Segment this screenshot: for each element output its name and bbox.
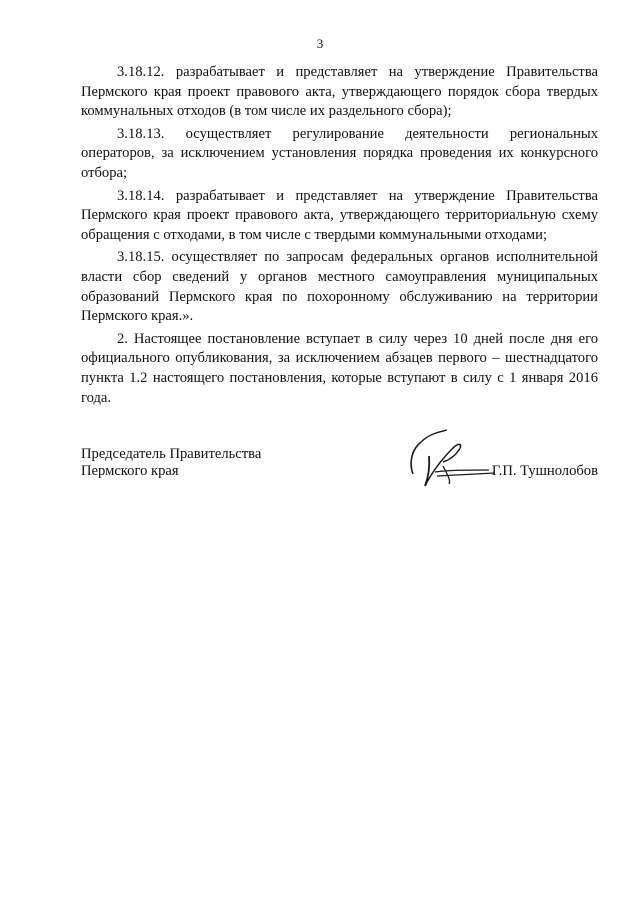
paragraph-effective-date: 2. Настоящее постановление вступает в силу через 10 дней после дня его официального опубликования, за исключением абзацев первого – шестнадцатого пункта 1.2 настоящего постановления, которые вступают в силу с 1 января 2016 года. <box>81 330 598 406</box>
handwritten-signature <box>399 426 505 496</box>
signatory-name: Г.П. Тушнолобов <box>491 463 598 479</box>
paragraph-3-18-14: 3.18.14. разрабатывает и представляет на утверждение Правительства Пермского края проект правового акта, утверждающего территориальную схему обращения с отходами, в том числе с твердыми коммунальными отходами; <box>81 187 598 243</box>
signature-block <box>81 446 598 506</box>
paragraph-3-18-13: 3.18.13. осуществляет регулирование деятельности региональных операторов, за исключением установления порядка проведения их конкурсного отбора; <box>81 125 598 181</box>
paragraph-3-18-12: 3.18.12. разрабатывает и представляет на утверждение Правительства Пермского края проект правового акта, утверждающего порядок сбора твердых коммунальных отходов (в том числе их раздельного сбора); <box>81 64 598 120</box>
page-number: 3 <box>316 36 324 51</box>
signatory-title-line-2: Пермского края <box>81 463 179 479</box>
signatory-title-line-1: Председатель Правительства <box>81 446 262 462</box>
document-body <box>81 63 598 408</box>
signatory-title <box>81 446 261 480</box>
paragraph-3-18-15: 3.18.15. осуществляет по запросам федеральных органов исполнительной власти сбор сведений у органов местного самоуправления муниципальных образований Пермского края по похоронному обслуживанию на территории Пермского края.». <box>81 249 598 325</box>
